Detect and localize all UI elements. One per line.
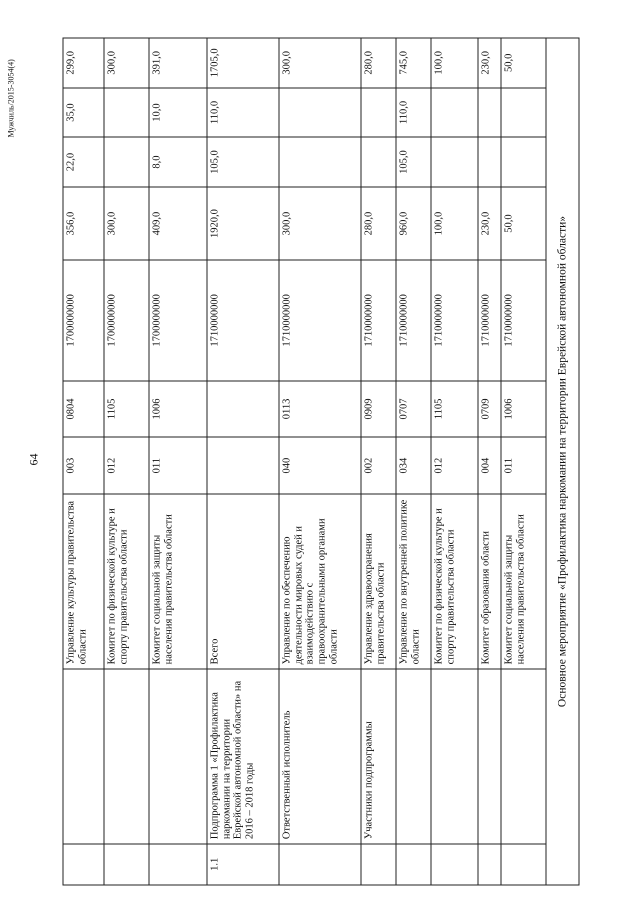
cell-no xyxy=(395,843,430,884)
cell-grbs: 004 xyxy=(478,437,501,494)
cell-no xyxy=(478,843,501,884)
cell-name xyxy=(149,668,207,843)
cell-y2017 xyxy=(104,87,149,137)
cell-csr: 1710000000 xyxy=(500,260,545,380)
cell-y2017: 10,0 xyxy=(149,87,207,137)
program-funding-table xyxy=(62,37,579,885)
cell-y2017 xyxy=(478,87,501,137)
cell-y2016 xyxy=(430,137,477,187)
cell-exec: Комитет по физической культуре и спорту правительства области xyxy=(430,494,477,669)
cell-y2017 xyxy=(430,87,477,137)
cell-y2017: 35,0 xyxy=(63,87,104,137)
cell-csr: 1700000000 xyxy=(149,260,207,380)
cell-exec: Всего xyxy=(206,494,278,669)
cell-y2017 xyxy=(500,87,545,137)
cell-y2018: 745,0 xyxy=(395,38,430,88)
cell-rzpr: 0909 xyxy=(361,380,396,437)
cell-y2018: 230,0 xyxy=(478,38,501,88)
cell-exec: Управление по внутренней политике области xyxy=(395,494,430,669)
cell-name xyxy=(500,668,545,843)
cell-total: 960,0 xyxy=(395,186,430,259)
cell-rzpr: 0709 xyxy=(478,380,501,437)
cell-rzpr: 0804 xyxy=(63,380,104,437)
cell-exec: Управление культуры правительства области xyxy=(63,494,104,669)
cell-no: 1.1 xyxy=(206,843,278,884)
cell-name xyxy=(430,668,477,843)
cell-grbs: 034 xyxy=(395,437,430,494)
cell-y2017: 110,0 xyxy=(206,87,278,137)
cell-y2016 xyxy=(104,137,149,187)
cell-total: 300,0 xyxy=(104,186,149,259)
cell-no xyxy=(104,843,149,884)
cell-exec: Комитет образования области xyxy=(478,494,501,669)
cell-total: 1920,0 xyxy=(206,186,278,259)
cell-grbs: 012 xyxy=(430,437,477,494)
cell-total: 409,0 xyxy=(149,186,207,259)
table-row xyxy=(104,38,149,885)
cell-total: 100,0 xyxy=(430,186,477,259)
cell-exec: Управление по обеспечению деятельности мировых судей и взаимодействию с правоохранительными органами области xyxy=(278,494,360,669)
table-row xyxy=(430,38,477,885)
cell-rzpr: 0707 xyxy=(395,380,430,437)
cell-grbs xyxy=(206,437,278,494)
cell-no xyxy=(149,843,207,884)
cell-total: 300,0 xyxy=(278,186,360,259)
cell-rzpr: 1105 xyxy=(104,380,149,437)
cell-no xyxy=(361,843,396,884)
table-row xyxy=(500,38,545,885)
main-activity-row xyxy=(546,38,579,885)
table-row xyxy=(206,38,278,885)
cell-exec: Комитет социальной защиты населения правительства области xyxy=(500,494,545,669)
cell-y2016 xyxy=(361,137,396,187)
cell-grbs: 003 xyxy=(63,437,104,494)
table-row xyxy=(361,38,396,885)
cell-grbs: 012 xyxy=(104,437,149,494)
cell-name xyxy=(478,668,501,843)
main-activity-title: Основное мероприятие «Профилактика наркомании на территории Еврейской автономной области» xyxy=(546,38,579,885)
cell-total: 50,0 xyxy=(500,186,545,259)
cell-csr: 1710000000 xyxy=(395,260,430,380)
cell-y2016: 105,0 xyxy=(395,137,430,187)
cell-y2018: 299,0 xyxy=(63,38,104,88)
cell-y2018: 391,0 xyxy=(149,38,207,88)
cell-no xyxy=(278,843,360,884)
cell-exec: Управление здравоохранения правительства области xyxy=(361,494,396,669)
cell-name xyxy=(104,668,149,843)
cell-name: Ответственный исполнитель xyxy=(278,668,360,843)
cell-name xyxy=(395,668,430,843)
page-number: 64 xyxy=(26,453,40,465)
cell-no xyxy=(63,843,104,884)
table-row xyxy=(149,38,207,885)
cell-rzpr: 0113 xyxy=(278,380,360,437)
cell-y2018: 300,0 xyxy=(278,38,360,88)
cell-total: 356,0 xyxy=(63,186,104,259)
cell-total: 230,0 xyxy=(478,186,501,259)
cell-total: 280,0 xyxy=(361,186,396,259)
table-row xyxy=(395,38,430,885)
cell-csr: 1700000000 xyxy=(63,260,104,380)
cell-rzpr: 1006 xyxy=(500,380,545,437)
cell-y2016 xyxy=(500,137,545,187)
cell-csr: 1710000000 xyxy=(361,260,396,380)
cell-y2018: 280,0 xyxy=(361,38,396,88)
cell-y2016: 8,0 xyxy=(149,137,207,187)
cell-y2018: 1705,0 xyxy=(206,38,278,88)
cell-csr: 1710000000 xyxy=(278,260,360,380)
cell-grbs: 011 xyxy=(500,437,545,494)
table-row xyxy=(63,38,104,885)
cell-rzpr: 1105 xyxy=(430,380,477,437)
document-id: Мужчиль/2015-3054(4) xyxy=(6,58,15,137)
cell-y2016 xyxy=(478,137,501,187)
cell-y2017 xyxy=(361,87,396,137)
table-body xyxy=(63,38,579,885)
cell-csr: 1710000000 xyxy=(206,260,278,380)
cell-y2016: 105,0 xyxy=(206,137,278,187)
cell-csr: 1700000000 xyxy=(104,260,149,380)
cell-y2016 xyxy=(278,137,360,187)
cell-grbs: 011 xyxy=(149,437,207,494)
cell-exec: Комитет социальной защиты населения правительства области xyxy=(149,494,207,669)
cell-name xyxy=(63,668,104,843)
cell-csr: 1710000000 xyxy=(478,260,501,380)
table-row xyxy=(278,38,360,885)
cell-grbs: 002 xyxy=(361,437,396,494)
cell-y2017 xyxy=(278,87,360,137)
cell-name: Подпрограмма 1 «Профилактика наркомании на территории Еврейской автономной области» на 2016 – 2018 годы xyxy=(206,668,278,843)
cell-name: Участники подпрограммы xyxy=(361,668,396,843)
cell-y2018: 300,0 xyxy=(104,38,149,88)
cell-no xyxy=(430,843,477,884)
cell-no xyxy=(500,843,545,884)
cell-csr: 1710000000 xyxy=(430,260,477,380)
cell-y2018: 50,0 xyxy=(500,38,545,88)
cell-y2016: 22,0 xyxy=(63,137,104,187)
cell-y2017: 110,0 xyxy=(395,87,430,137)
cell-y2018: 100,0 xyxy=(430,38,477,88)
cell-rzpr xyxy=(206,380,278,437)
cell-exec: Комитет по физической культуре и спорту правительства области xyxy=(104,494,149,669)
cell-grbs: 040 xyxy=(278,437,360,494)
table-row xyxy=(478,38,501,885)
cell-rzpr: 1006 xyxy=(149,380,207,437)
